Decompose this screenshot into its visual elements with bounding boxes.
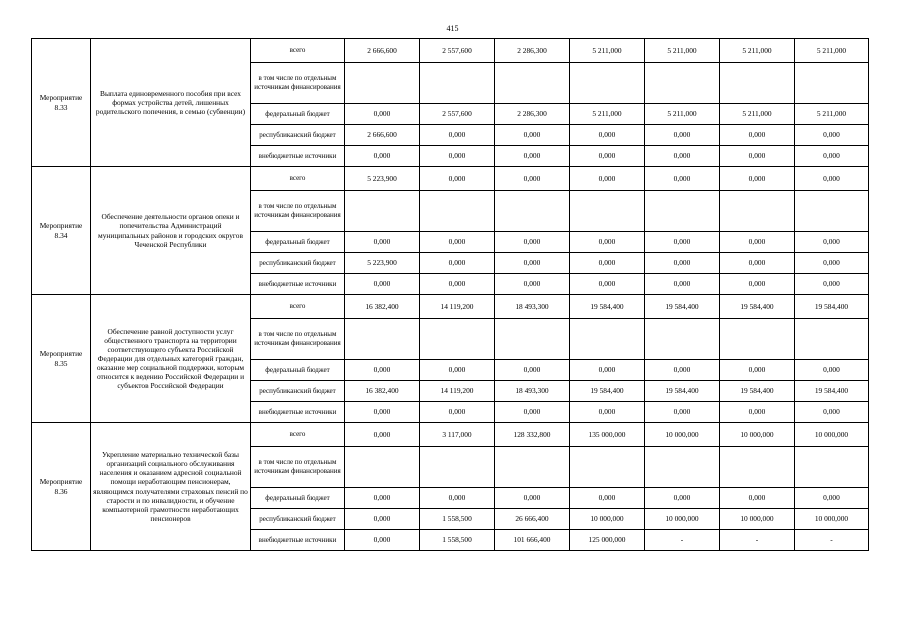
funding-value: 26 666,400 (495, 509, 570, 530)
funding-value: 5 223,900 (345, 253, 420, 274)
funding-value (495, 63, 570, 104)
funding-value: 5 211,000 (720, 39, 795, 63)
funding-value (795, 63, 869, 104)
funding-value: 1 558,500 (420, 509, 495, 530)
funding-source: федеральный бюджет (251, 488, 345, 509)
funding-value: 5 223,900 (345, 167, 420, 191)
funding-value: 0,000 (345, 530, 420, 551)
funding-value: 0,000 (495, 402, 570, 423)
activity-label: Мероприятие 8.35 (32, 295, 91, 423)
table-row (32, 295, 869, 319)
funding-source: в том числе по отдельным источникам финансирования (251, 447, 345, 488)
funding-source: в том числе по отдельным источникам финансирования (251, 63, 345, 104)
funding-value: 0,000 (420, 232, 495, 253)
funding-value: 0,000 (345, 232, 420, 253)
funding-value (420, 319, 495, 360)
funding-value: 0,000 (570, 253, 645, 274)
funding-source: республиканский бюджет (251, 125, 345, 146)
funding-value (720, 319, 795, 360)
funding-value (345, 191, 420, 232)
funding-value (570, 63, 645, 104)
activity-description: Укрепление материально технической базы организаций социального обслуживания населения и оказанием адресной социальной помощи неработающим пенсионерам, являющимся получателями страховых пенсий по старости и по инвалидности, и обучение компьютерной грамотности неработающих пенсионеров (91, 423, 251, 551)
funding-value: 5 211,000 (570, 104, 645, 125)
funding-value: 0,000 (345, 104, 420, 125)
funding-value: 0,000 (720, 274, 795, 295)
funding-value: 19 584,400 (645, 295, 720, 319)
funding-value: 2 666,600 (345, 125, 420, 146)
funding-source: всего (251, 167, 345, 191)
funding-value: 0,000 (420, 146, 495, 167)
funding-value: 0,000 (420, 253, 495, 274)
funding-value (420, 447, 495, 488)
funding-source: республиканский бюджет (251, 253, 345, 274)
funding-value: 14 119,200 (420, 295, 495, 319)
funding-value: 10 000,000 (795, 509, 869, 530)
funding-value: 0,000 (420, 402, 495, 423)
funding-value: 10 000,000 (570, 509, 645, 530)
funding-value: 0,000 (345, 360, 420, 381)
funding-value: 2 666,600 (345, 39, 420, 63)
table-row (32, 167, 869, 191)
funding-value: 3 117,000 (420, 423, 495, 447)
funding-value: 0,000 (795, 402, 869, 423)
funding-value: 2 286,300 (495, 39, 570, 63)
funding-value: 0,000 (795, 488, 869, 509)
funding-value: 19 584,400 (795, 381, 869, 402)
funding-value: 10 000,000 (645, 423, 720, 447)
funding-value: 5 211,000 (645, 104, 720, 125)
table-row (32, 423, 869, 447)
funding-value: - (720, 530, 795, 551)
funding-value: 125 000,000 (570, 530, 645, 551)
funding-value: 0,000 (795, 167, 869, 191)
funding-value: 0,000 (345, 488, 420, 509)
funding-value (420, 63, 495, 104)
funding-value (495, 319, 570, 360)
funding-value: 0,000 (720, 167, 795, 191)
funding-value: 0,000 (795, 125, 869, 146)
funding-value: 0,000 (420, 167, 495, 191)
funding-source: всего (251, 295, 345, 319)
funding-value: 0,000 (570, 125, 645, 146)
funding-value (570, 447, 645, 488)
funding-value: 0,000 (795, 274, 869, 295)
funding-value: 0,000 (645, 232, 720, 253)
funding-value: 19 584,400 (570, 381, 645, 402)
funding-value: 0,000 (420, 274, 495, 295)
funding-value: 0,000 (645, 253, 720, 274)
funding-source: в том числе по отдельным источникам финансирования (251, 191, 345, 232)
funding-value (720, 63, 795, 104)
funding-value: 19 584,400 (645, 381, 720, 402)
funding-value: 0,000 (720, 360, 795, 381)
funding-value: 0,000 (420, 488, 495, 509)
funding-value: 18 493,300 (495, 381, 570, 402)
funding-value: 10 000,000 (720, 423, 795, 447)
funding-source: всего (251, 39, 345, 63)
funding-source: внебюджетные источники (251, 146, 345, 167)
funding-value: 0,000 (570, 167, 645, 191)
funding-source: внебюджетные источники (251, 402, 345, 423)
funding-value (570, 319, 645, 360)
funding-value (495, 191, 570, 232)
funding-value: 19 584,400 (720, 381, 795, 402)
funding-value: 0,000 (495, 488, 570, 509)
funding-source: всего (251, 423, 345, 447)
funding-value: 10 000,000 (720, 509, 795, 530)
funding-source: республиканский бюджет (251, 381, 345, 402)
funding-source: федеральный бюджет (251, 232, 345, 253)
funding-value: 0,000 (645, 125, 720, 146)
funding-value (795, 319, 869, 360)
funding-value: 0,000 (570, 274, 645, 295)
activity-label: Мероприятие 8.34 (32, 167, 91, 295)
funding-value: 5 211,000 (795, 104, 869, 125)
funding-value: 0,000 (345, 402, 420, 423)
funding-value: 0,000 (645, 360, 720, 381)
funding-value: 5 211,000 (645, 39, 720, 63)
funding-value: 1 558,500 (420, 530, 495, 551)
funding-value: 0,000 (345, 423, 420, 447)
funding-value: 0,000 (720, 402, 795, 423)
funding-source: внебюджетные источники (251, 274, 345, 295)
funding-source: в том числе по отдельным источникам финансирования (251, 319, 345, 360)
funding-source: федеральный бюджет (251, 104, 345, 125)
funding-value: 0,000 (345, 146, 420, 167)
funding-value: 0,000 (570, 146, 645, 167)
funding-source: республиканский бюджет (251, 509, 345, 530)
funding-value: 0,000 (570, 402, 645, 423)
funding-value: 14 119,200 (420, 381, 495, 402)
funding-value: - (795, 530, 869, 551)
funding-value: 0,000 (645, 146, 720, 167)
funding-value: 10 000,000 (645, 509, 720, 530)
funding-value: 18 493,300 (495, 295, 570, 319)
funding-value: 0,000 (645, 274, 720, 295)
funding-value: 2 557,600 (420, 39, 495, 63)
activity-description: Обеспечение равной доступности услуг общественного транспорта на территории соответствующего субъекта Российской Федерации для отдельных категорий граждан, оказание мер социальной поддержки, которым относится к ведению Российской Федерации и субъектов Российской Федерации (91, 295, 251, 423)
funding-value (495, 447, 570, 488)
funding-value: 0,000 (645, 167, 720, 191)
table-row (32, 39, 869, 63)
funding-value: 0,000 (495, 167, 570, 191)
funding-value: 0,000 (495, 360, 570, 381)
funding-value: 0,000 (720, 488, 795, 509)
funding-value: - (645, 530, 720, 551)
funding-value: 0,000 (495, 125, 570, 146)
funding-value: 16 382,400 (345, 295, 420, 319)
funding-value (720, 191, 795, 232)
funding-value (645, 63, 720, 104)
page-number: 415 (446, 24, 459, 33)
funding-value (570, 191, 645, 232)
funding-value (345, 63, 420, 104)
funding-value (720, 447, 795, 488)
funding-value: 0,000 (795, 253, 869, 274)
funding-value: 0,000 (795, 232, 869, 253)
funding-value (645, 319, 720, 360)
funding-value: 19 584,400 (795, 295, 869, 319)
funding-value: 0,000 (795, 360, 869, 381)
funding-value: 16 382,400 (345, 381, 420, 402)
funding-value (795, 191, 869, 232)
funding-source: внебюджетные источники (251, 530, 345, 551)
funding-value: 0,000 (720, 232, 795, 253)
funding-source: федеральный бюджет (251, 360, 345, 381)
funding-value: 0,000 (570, 232, 645, 253)
funding-value: 0,000 (720, 253, 795, 274)
funding-value: 0,000 (570, 360, 645, 381)
funding-value: 0,000 (495, 232, 570, 253)
funding-value (795, 447, 869, 488)
funding-value: 5 211,000 (795, 39, 869, 63)
funding-value (645, 191, 720, 232)
activity-description: Выплата единовременного пособия при всех формах устройства детей, лишенных родительского попечения, в семью (субвенции) (91, 39, 251, 167)
funding-value: 0,000 (720, 146, 795, 167)
funding-value: 0,000 (495, 274, 570, 295)
activity-label: Мероприятие 8.36 (32, 423, 91, 551)
funding-value (420, 191, 495, 232)
funding-value: 128 332,800 (495, 423, 570, 447)
funding-value: 0,000 (720, 125, 795, 146)
funding-value: 101 666,400 (495, 530, 570, 551)
funding-value: 10 000,000 (795, 423, 869, 447)
funding-value: 0,000 (495, 253, 570, 274)
budget-table (31, 38, 869, 551)
funding-value: 5 211,000 (720, 104, 795, 125)
funding-value (345, 319, 420, 360)
funding-value: 5 211,000 (570, 39, 645, 63)
funding-value (345, 447, 420, 488)
funding-value: 0,000 (795, 146, 869, 167)
funding-value: 0,000 (420, 360, 495, 381)
funding-value: 2 286,300 (495, 104, 570, 125)
funding-value: 135 000,000 (570, 423, 645, 447)
funding-value: 0,000 (495, 146, 570, 167)
activity-description: Обеспечение деятельности органов опеки и попечительства Администраций муниципальных районов и городских округов Чеченской Республики (91, 167, 251, 295)
funding-value: 0,000 (645, 488, 720, 509)
funding-value: 0,000 (570, 488, 645, 509)
funding-value: 19 584,400 (570, 295, 645, 319)
funding-value: 0,000 (345, 509, 420, 530)
funding-value: 0,000 (345, 274, 420, 295)
funding-value: 0,000 (645, 402, 720, 423)
funding-value: 2 557,600 (420, 104, 495, 125)
activity-label: Мероприятие 8.33 (32, 39, 91, 167)
funding-value: 19 584,400 (720, 295, 795, 319)
funding-value: 0,000 (420, 125, 495, 146)
funding-value (645, 447, 720, 488)
